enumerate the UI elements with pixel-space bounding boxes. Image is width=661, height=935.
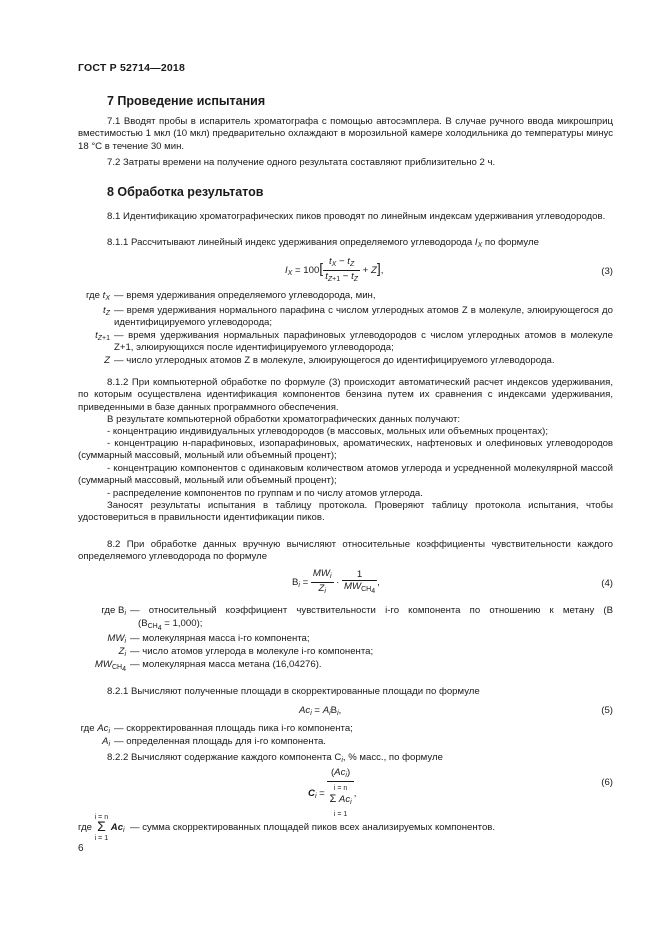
paragraph-8-2-2: 8.2.2 Вычисляют содержание каждого компонента $C_i$, % масс., по формуле (107, 752, 443, 764)
formula-3: $I_X = 100$[ $\frac{t_X - t_Z}{t_{Z+1} - t_Z}$ + Z], (285, 256, 384, 283)
equation-number-5: (5) (601, 705, 613, 716)
paragraph-8-2: 8.2 При обработке данных вручную вычисляют относительные коэффициенты чувствительности каждого определяемого углеводорода по формуле (78, 539, 613, 563)
paragraph-8-1-2-c: Заносят результаты испытания в таблицу протокола. Проверяют таблицу протокола испытания, чтобы удостовериться в правильности идентификации пиков. (78, 500, 613, 524)
paragraph-8-1-2: 8.1.2 При компьютерной обработке по формуле (3) происходит автоматический расчет индексов удерживания, по которым осуществлена идентификация компонентов бензина путем их сравнения с индексами удерживания, приведенными в базе данных программного обеспечения. (78, 377, 613, 413)
sum-definition: где i = n Σ i = 1 $Ac_i$ — сумма скорректированных площадей пиков всех анализируемых компонентов. (78, 814, 496, 842)
list-item: - концентрацию компонентов с одинаковым количеством атомов углерода и усредненной молекулярной массой (суммарный массовый, мольный или объемный процент); (78, 463, 613, 487)
paragraph-7-1: 7.1 Вводят пробы в испаритель хроматографа с помощью автосэмплера. В случае ручного ввода микрошприц вместимостью 1 мкл (10 мкл) предварительно охлаждают в морозильной камере холодильника до температуры минус 18 °С в течение 30 мин. (78, 116, 613, 152)
equation-number-3: (3) (601, 266, 613, 277)
page-number: 6 (78, 843, 84, 854)
paragraph-8-2-1: 8.2.1 Вычисляют полученные площади в скорректированные площади по формуле (107, 686, 480, 697)
list-item: - распределение компонентов по группам и по числу атомов углерода. (107, 488, 423, 499)
section-7-title: 7 Проведение испытания (107, 94, 266, 108)
formula-4: $B_i$ = $\frac{MW_i}{Z_i}$ · $\frac{1}{MW_{CH_4}}$ , (292, 568, 380, 595)
list-item: - концентрацию н-парафиновых, изопарафиновых, ароматических, нафтеновых и олефиновых углеводородов (суммарный массовый, мольный или объемный процент); (78, 438, 613, 462)
equation-number-6: (6) (601, 777, 613, 788)
formula-6: $C_i$ = $(Ac_i)$ i = n Σ $Ac_i$ i = 1 , (308, 767, 357, 818)
equation-number-4: (4) (601, 578, 613, 589)
list-item: - концентрацию индивидуальных углеводородов (в массовых, мольных или объемных процентах); (107, 426, 549, 437)
paragraph-8-1: 8.1 Идентификацию хроматографических пиков проводят по линейным индексам удерживания углеводородов. (107, 211, 606, 222)
section-8-title: 8 Обработка результатов (107, 185, 264, 199)
definitions-5: где $Ac_i$ — скорректированная площадь пика i-го компонента; $A_i$ — определенная площадь для i-го компонента. (80, 723, 353, 748)
definitions-3: где $t_X$ — время удерживания определяемого углеводорода, мин, $t_Z$ — время удерживания нормального парафина с числом углеродных атомов Z в молекуле, элюирующегося до идентифицируемого углеводорода; $t_{Z+1}$ — время удерживания нормальных парафиновых углеводородов с числом углеродных атомов в молекуле Z+1, элюирующихся после идентифицируемого углеводорода; Z — число углеродных атомов Z в молекуле, элюирующегося до идентифицируемого углеводорода. (85, 290, 613, 366)
document-header: ГОСТ Р 52714—2018 (78, 62, 186, 74)
paragraph-7-2: 7.2 Затраты времени на получение одного результата составляют приблизительно 2 ч. (107, 157, 496, 168)
paragraph-8-1-2-b: В результате компьютерной обработки хроматографических данных получают: (107, 414, 461, 425)
paragraph-8-1-1: 8.1.1 Рассчитывают линейный индекс удерживания определяемого углеводорода $I_X$ по формуле (107, 237, 539, 249)
formula-5: $Ac_i = A_iB_i$, (299, 705, 342, 717)
definitions-4: где $B_i$ — относительный коэффициент чувствительности i-го компонента по отношению к метану (B $(B_{CH_4} = 1,000)$; $MW_i$ — молекулярная масса i-го компонента; $Z_i$ — число атомов углерода в молекуле i-го компонента; $MW_{CH_4}$ — молекулярная масса метана (16,04276). (94, 605, 613, 673)
